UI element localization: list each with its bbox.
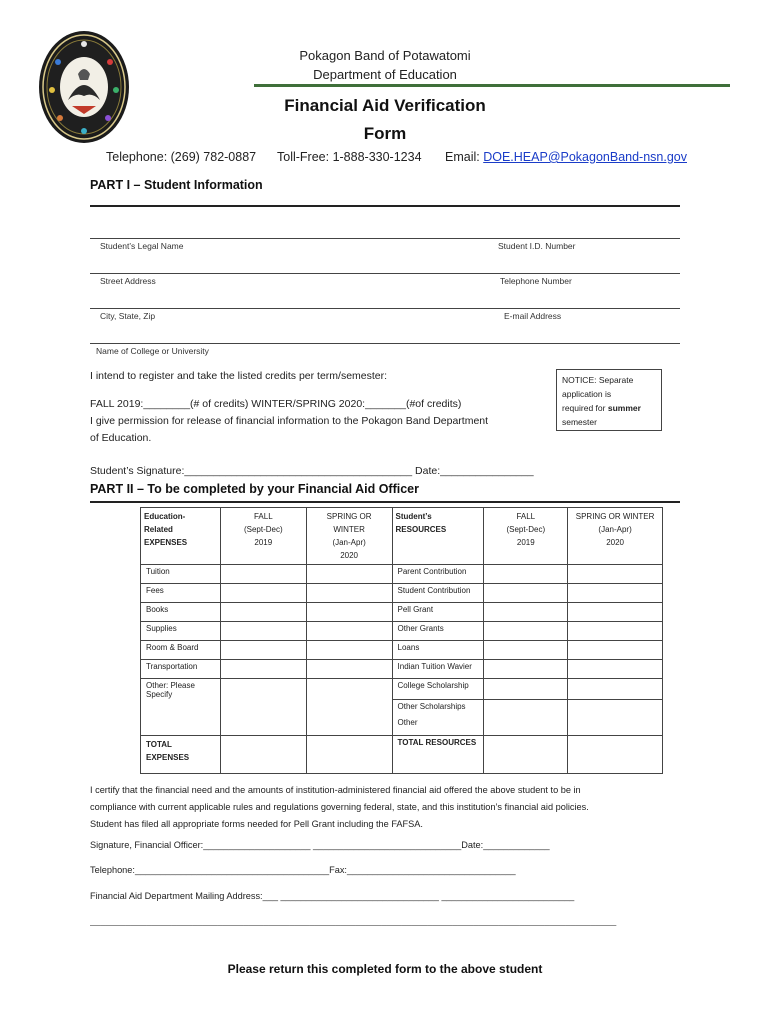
resource-spring-cell[interactable] bbox=[568, 700, 663, 736]
total-resources-spring-cell[interactable] bbox=[568, 736, 663, 774]
certification-text bbox=[90, 782, 670, 833]
financial-aid-table bbox=[140, 507, 663, 774]
line-street bbox=[90, 273, 680, 274]
expense-label: Supplies bbox=[141, 622, 221, 641]
expense-spring-cell[interactable] bbox=[306, 565, 392, 584]
line-city bbox=[90, 308, 680, 309]
table-row bbox=[141, 641, 663, 660]
header-spring-expenses: SPRING OR WINTER (Jan-Apr) 2020 bbox=[306, 508, 392, 565]
header-fall-resources: FALL (Sept-Dec) 2019 bbox=[484, 508, 568, 565]
cert-line3: Student has filed all appropriate forms needed for Pell Grant including the FAFSA. bbox=[90, 819, 423, 829]
header-divider bbox=[254, 84, 730, 87]
resource-spring-cell[interactable] bbox=[568, 641, 663, 660]
expense-spring-cell[interactable] bbox=[306, 660, 392, 679]
expense-label: Fees bbox=[141, 584, 221, 603]
expense-label: Transportation bbox=[141, 660, 221, 679]
table-row bbox=[141, 603, 663, 622]
return-instruction: Please return this completed form to the above student bbox=[227, 962, 543, 976]
resource-fall-cell[interactable] bbox=[484, 584, 568, 603]
expense-spring-cell[interactable] bbox=[306, 641, 392, 660]
table-row bbox=[141, 565, 663, 584]
notice-line2: application is bbox=[562, 389, 612, 399]
resource-spring-cell[interactable] bbox=[568, 679, 663, 700]
resource-spring-cell[interactable] bbox=[568, 565, 663, 584]
part1-heading: PART I – Student Information bbox=[90, 178, 263, 192]
header-spring-resources: SPRING OR WINTER (Jan-Apr) 2020 bbox=[568, 508, 663, 565]
resource-label: College Scholarship bbox=[392, 679, 484, 700]
resource-label: Pell Grant bbox=[392, 603, 484, 622]
resource-spring-cell[interactable] bbox=[568, 603, 663, 622]
cert-line2: compliance with current applicable rules and regulations governing federal, state, and this institution’s financial aid policies. bbox=[90, 802, 589, 812]
header-fall-expenses: FALL (Sept-Dec) 2019 bbox=[220, 508, 306, 565]
resource-label: Parent Contribution bbox=[392, 565, 484, 584]
label-college: Name of College or University bbox=[96, 346, 209, 356]
tollfree-text: Toll-Free: 1-888-330-1234 bbox=[277, 150, 422, 164]
resource-label: Loans bbox=[392, 641, 484, 660]
part1-rule bbox=[90, 205, 680, 207]
line-college bbox=[90, 343, 680, 344]
table-row bbox=[141, 679, 663, 700]
line-legal-name bbox=[90, 238, 680, 239]
expense-fall-cell[interactable] bbox=[220, 660, 306, 679]
label-city-state-zip: City, State, Zip bbox=[100, 311, 156, 321]
mailing-address-continuation[interactable]: _______________________________________________________________________________________________________ bbox=[90, 916, 617, 926]
other-expense-spring-cell[interactable] bbox=[306, 679, 392, 736]
expense-label: Books bbox=[141, 603, 221, 622]
expense-spring-cell[interactable] bbox=[306, 603, 392, 622]
org-name-line1: Pokagon Band of Potawatomi bbox=[299, 48, 471, 63]
expense-fall-cell[interactable] bbox=[220, 603, 306, 622]
expense-label: Room & Board bbox=[141, 641, 221, 660]
header-expenses: Education- Related EXPENSES bbox=[141, 508, 221, 565]
telephone-fax-line[interactable]: Telephone:______________________________________Fax:_________________________________ bbox=[90, 865, 516, 875]
notice-line1: NOTICE: Separate bbox=[562, 375, 634, 385]
mailing-address-line[interactable]: Financial Aid Department Mailing Address:___ _______________________________ __________________________ bbox=[90, 891, 575, 901]
permission-line1: I give permission for release of financial information to the Pokagon Band Department bbox=[90, 415, 489, 427]
header-resources: Student’s RESOURCES bbox=[392, 508, 484, 565]
expense-fall-cell[interactable] bbox=[220, 641, 306, 660]
part2-heading: PART II – To be completed by your Financial Aid Officer bbox=[90, 482, 419, 496]
total-expenses-label: TOTAL EXPENSES bbox=[141, 736, 221, 774]
resource-label: Other Scholarships bbox=[392, 700, 484, 716]
pokagon-seal-logo bbox=[38, 30, 130, 144]
part2-rule bbox=[90, 501, 680, 503]
notice-line3: required for summer bbox=[562, 403, 641, 413]
resource-spring-cell[interactable] bbox=[568, 584, 663, 603]
table-row bbox=[141, 622, 663, 641]
total-expenses-fall-cell[interactable] bbox=[220, 736, 306, 774]
other-expense-fall-cell[interactable] bbox=[220, 679, 306, 736]
resource-label: Other Grants bbox=[392, 622, 484, 641]
table-header-row bbox=[141, 508, 663, 565]
resource-fall-cell[interactable] bbox=[484, 641, 568, 660]
total-expenses-spring-cell[interactable] bbox=[306, 736, 392, 774]
resource-fall-cell[interactable] bbox=[484, 565, 568, 584]
total-resources-label: TOTAL RESOURCES bbox=[392, 736, 484, 774]
form-title-line2: Form bbox=[363, 124, 407, 143]
summer-notice-box bbox=[556, 369, 662, 431]
resource-fall-cell[interactable] bbox=[484, 660, 568, 679]
expense-label: Tuition bbox=[141, 565, 221, 584]
expense-fall-cell[interactable] bbox=[220, 584, 306, 603]
officer-signature-line[interactable]: Signature, Financial Officer:_____________________ _____________________________Date:_____________ bbox=[90, 840, 550, 850]
student-signature-line[interactable]: Student’s Signature:_______________________________________ Date:________________ bbox=[90, 465, 534, 477]
resource-fall-cell[interactable] bbox=[484, 700, 568, 736]
email-link[interactable]: DOE.HEAP@PokagonBand-nsn.gov bbox=[483, 150, 687, 164]
telephone-text: Telephone: (269) 782-0887 bbox=[106, 150, 257, 164]
intend-text: I intend to register and take the listed credits per term/semester: bbox=[90, 370, 388, 382]
resource-label: Student Contribution bbox=[392, 584, 484, 603]
email-label: Email: bbox=[445, 150, 480, 164]
expense-spring-cell[interactable] bbox=[306, 622, 392, 641]
label-legal-name: Student’s Legal Name bbox=[100, 241, 184, 251]
table-total-row bbox=[141, 736, 663, 774]
email-contact bbox=[445, 150, 687, 164]
org-name-line2: Department of Education bbox=[313, 67, 457, 82]
label-street-address: Street Address bbox=[100, 276, 156, 286]
table-row bbox=[141, 660, 663, 679]
resource-fall-cell[interactable] bbox=[484, 679, 568, 700]
notice-summer: summer bbox=[607, 403, 641, 413]
label-email-address: E-mail Address bbox=[504, 311, 562, 321]
resource-label: Indian Tuition Wavier bbox=[392, 660, 484, 679]
expense-spring-cell[interactable] bbox=[306, 584, 392, 603]
label-student-id: Student I.D. Number bbox=[498, 241, 576, 251]
expense-fall-cell[interactable] bbox=[220, 565, 306, 584]
cert-line1: I certify that the financial need and the amounts of institution-administered financial aid offered the above student to be in bbox=[90, 785, 581, 795]
resource-fall-cell[interactable] bbox=[484, 603, 568, 622]
resource-spring-cell[interactable] bbox=[568, 660, 663, 679]
expense-fall-cell[interactable] bbox=[220, 622, 306, 641]
permission-line2: of Education. bbox=[90, 432, 152, 444]
other-expense-label: Other: Please Specify bbox=[141, 679, 221, 736]
credits-line[interactable]: FALL 2019:________(# of credits) WINTER/SPRING 2020:_______(#of credits) bbox=[90, 398, 462, 410]
total-resources-fall-cell[interactable] bbox=[484, 736, 568, 774]
label-telephone-number: Telephone Number bbox=[500, 276, 572, 286]
resource-fall-cell[interactable] bbox=[484, 622, 568, 641]
form-title-line1: Financial Aid Verification bbox=[284, 96, 486, 115]
resource-label: Other bbox=[392, 716, 484, 736]
table-row bbox=[141, 584, 663, 603]
notice-line4: semester bbox=[562, 417, 597, 427]
resource-spring-cell[interactable] bbox=[568, 622, 663, 641]
